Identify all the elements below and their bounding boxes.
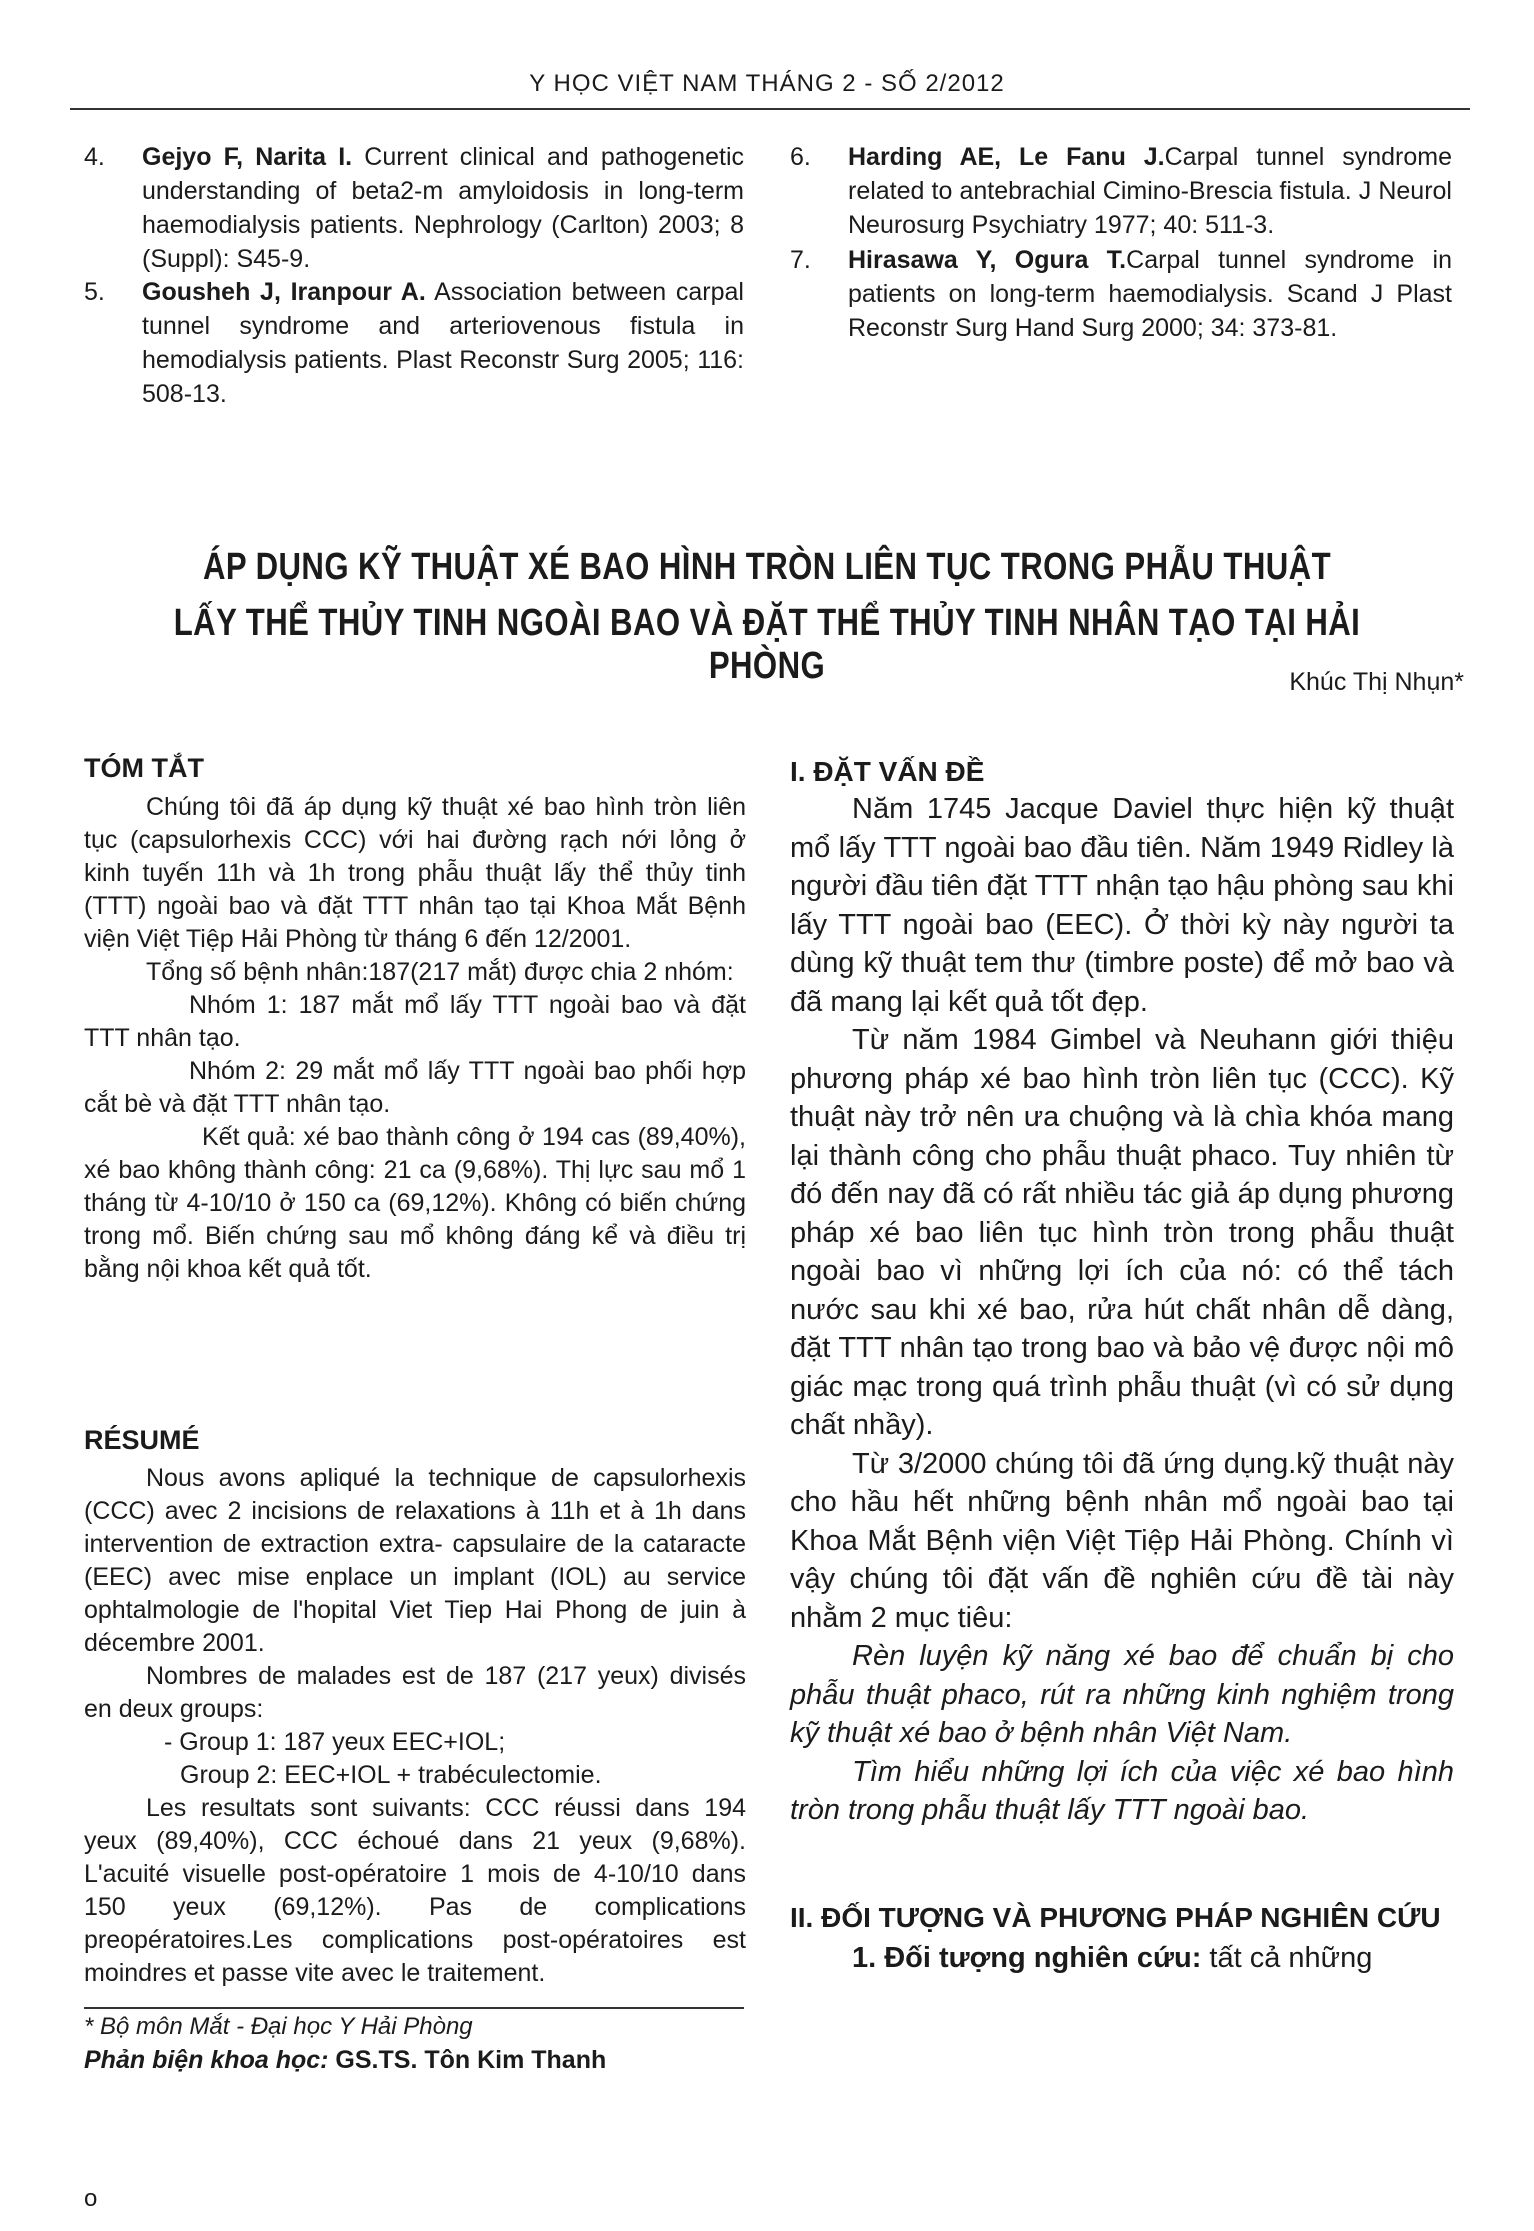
reference-number: 5. bbox=[84, 278, 105, 306]
abstract-heading: TÓM TẮT bbox=[84, 753, 204, 783]
section-2-heading: II. ĐỐI TƯỢNG VÀ PHƯƠNG PHÁP NGHIÊN CỨU bbox=[790, 1902, 1441, 1933]
objective-2: Tìm hiểu những lợi ích của việc xé bao hình tròn trong phẫu thuật lấy TTT ngoài bao. bbox=[790, 1755, 1454, 1826]
reference-text: Carpal tunnel syndrome in patients on long-term haemodialysis. Scand J Plast Reconstr Surg Hand Surg 2000; 34: 373-81. bbox=[848, 246, 1453, 342]
reference-number: 7. bbox=[790, 246, 811, 274]
resume-paragraph: Group 2: EEC+IOL + trabéculectomie. bbox=[180, 1761, 602, 1789]
subsection-1-label: 1. Đối tượng nghiên cứu: bbox=[852, 1942, 1202, 1974]
resume-body bbox=[84, 1462, 746, 1990]
header-rule bbox=[70, 108, 1470, 110]
reference-6 bbox=[790, 140, 1452, 242]
reference-text: Association between carpal tunnel syndrome and arteriovenous fistula in hemodialysis patients. Plast Reconstr Surg 2005; 116: 508-13. bbox=[142, 278, 744, 408]
article-author: Khúc Thị Nhụn* bbox=[1289, 668, 1464, 696]
reference-number: 4. bbox=[84, 143, 105, 171]
resume-paragraph: - Group 1: 187 yeux EEC+IOL; bbox=[164, 1728, 506, 1756]
reference-authors: Gousheh J, Iranpour A. bbox=[142, 278, 426, 306]
page-number: o bbox=[84, 2185, 98, 2212]
resume-paragraph: Les resultats sont suivants: CCC réussi dans 194 yeux (89,40%), CCC échoué dans 21 yeux (9,68%). L'acuité visuelle post-opératoire 1 mois de 4-10/10 dans 150 yeux (69,12%). Pas de complications preopératoires.Les complications post-opératoires est moindres et passe vite avec le traitement. bbox=[84, 1794, 746, 1987]
section-1-paragraph: Năm 1745 Jacque Daviel thực hiện kỹ thuật mổ lấy TTT ngoài bao đầu tiên. Năm 1949 Ridley là người đầu tiên đặt TTT nhận tạo hậu phòng sau khi lấy TTT ngoài bao (EEC). Ở thời kỳ này người ta dùng kỹ thuật tem thư (timbre poste) để mở bao và đã mang lại kết quả tốt đẹp. bbox=[790, 793, 1454, 1018]
journal-header: Y HỌC VIỆT NAM THÁNG 2 - SỐ 2/2012 bbox=[529, 70, 1005, 97]
abstract-paragraph: Nhóm 2: 29 mắt mổ lấy TTT ngoài bao phối hợp cắt bè và đặt TTT nhân tạo. bbox=[84, 1057, 746, 1118]
reference-number: 6. bbox=[790, 143, 811, 171]
section-1-paragraph: Từ 3/2000 chúng tôi đã ứng dụng.kỹ thuật này cho hầu hết những bệnh nhân mổ ngoài bao tại Khoa Mắt Bệnh viện Việt Tiệp Hải Phòng. Chính vì vậy chúng tôi đặt vấn đề nghiên cứu đề tài này nhằm 2 mục tiêu: bbox=[790, 1447, 1454, 1634]
article-title-line-1: ÁP DỤNG KỸ THUẬT XÉ BAO HÌNH TRÒN LIÊN TỤC TRONG PHẪU THUẬT bbox=[202, 546, 1332, 588]
resume-paragraph: Nous avons apliqué la technique de capsulorhexis (CCC) avec 2 incisions de relaxations à 11h et à 1h dans intervention de extraction extra- capsulaire de la cataracte (EEC) avec mise enplace un implant (IOL) au service ophtalmologie de l'hopital Viet Tiep Hai Phong de juin à décembre 2001. bbox=[84, 1464, 746, 1657]
reference-text: Carpal tunnel syndrome related to antebrachial Cimino-Brescia fistula. J Neurol Neurosurg Psychiatry 1977; 40: 511-3. bbox=[848, 143, 1452, 239]
footnote-reviewer bbox=[84, 2046, 606, 2075]
subsection-1-text: tất cả những bbox=[1201, 1942, 1373, 1974]
section-1-heading: I. ĐẶT VẤN ĐỀ bbox=[790, 756, 985, 787]
abstract-paragraph: Chúng tôi đã áp dụng kỹ thuật xé bao hình tròn liên tục (capsulorhexis CCC) với hai đường rạch nới lỏng ở kinh tuyến 11h và 1h trong phẫu thuật lấy thể thủy tinh (TTT) ngoài bao và đặt TTT nhân tạo tại Khoa Mắt Bệnh viện Việt Tiệp Hải Phòng từ tháng 6 đến 12/2001. bbox=[84, 793, 746, 953]
section-1-paragraph: Từ năm 1984 Gimbel và Neuhann giới thiệu phương pháp xé bao hình tròn liên tục (CCC). Kỹ thuật này trở nên ưa chuộng và là chìa khóa mang lại thành công cho phẫu thuật phaco. Tuy nhiên từ đó đến nay đã có rất nhiều tác giả áp dụng phương pháp xé bao liên tục hình tròn trong phẫu thuật ngoài bao vì những lợi ích của nó: có thể tách nước sau khi xé bao, rửa hút chất nhân dễ dàng, đặt TTT nhân tạo trong bao và bảo vệ được nội mô giác mạc trong quá trình phẫu thuật (vì có sử dụng chất nhầy). bbox=[790, 1024, 1454, 1441]
resume-heading: RÉSUMÉ bbox=[84, 1425, 200, 1455]
footnote-affiliation: * Bộ môn Mắt - Đại học Y Hải Phòng bbox=[84, 2013, 473, 2040]
reference-text: Current clinical and pathogenetic understanding of beta2-m amyloidosis in long-term haemodialysis patients. Nephrology (Carlton) 2003; 8 (Suppl): S45-9. bbox=[142, 143, 744, 273]
abstract-paragraph: Kết quả: xé bao thành công ở 194 cas (89,40%), xé bao không thành công: 21 ca (9,68%). Thị lực sau mổ 1 tháng từ 4-10/10 ở 150 ca (69,12%). Không có biến chứng trong mổ. Biến chứng sau mổ không đáng kể và điều trị bằng nội khoa kết quả tốt. bbox=[84, 1123, 746, 1283]
resume-paragraph: Nombres de malades est de 187 (217 yeux) divisés en deux groups: bbox=[84, 1662, 746, 1723]
article-title-line-2: LẤY THỂ THỦY TINH NGOÀI BAO VÀ ĐẶT THỂ THỦY TINH NHÂN TẠO TẠI HẢI PHÒNG bbox=[173, 602, 1361, 687]
reference-7 bbox=[790, 243, 1452, 345]
reviewer-label: Phản biện khoa học: bbox=[84, 2046, 329, 2074]
objective-1: Rèn luyện kỹ năng xé bao để chuẩn bị cho phẫu thuật phaco, rút ra những kinh nghiệm trong kỹ thuật xé bao ở bệnh nhân Việt Nam. bbox=[790, 1640, 1454, 1749]
section-2-body bbox=[790, 1939, 1454, 1978]
reference-authors: Gejyo F, Narita I. bbox=[142, 143, 353, 171]
reference-5 bbox=[84, 275, 744, 411]
reference-authors: Harding AE, Le Fanu J. bbox=[848, 143, 1165, 171]
abstract-paragraph: Tổng số bệnh nhân:187(217 mắt) được chia 2 nhóm: bbox=[146, 958, 734, 986]
abstract-body bbox=[84, 791, 746, 1286]
reference-authors: Hirasawa Y, Ogura T. bbox=[848, 246, 1127, 274]
reference-4 bbox=[84, 140, 744, 276]
footnote-rule bbox=[84, 2007, 744, 2009]
abstract-paragraph: Nhóm 1: 187 mắt mổ lấy TTT ngoài bao và đặt TTT nhân tạo. bbox=[84, 991, 746, 1052]
reviewer-name: GS.TS. Tôn Kim Thanh bbox=[328, 2046, 607, 2074]
section-1-body bbox=[790, 790, 1454, 1830]
